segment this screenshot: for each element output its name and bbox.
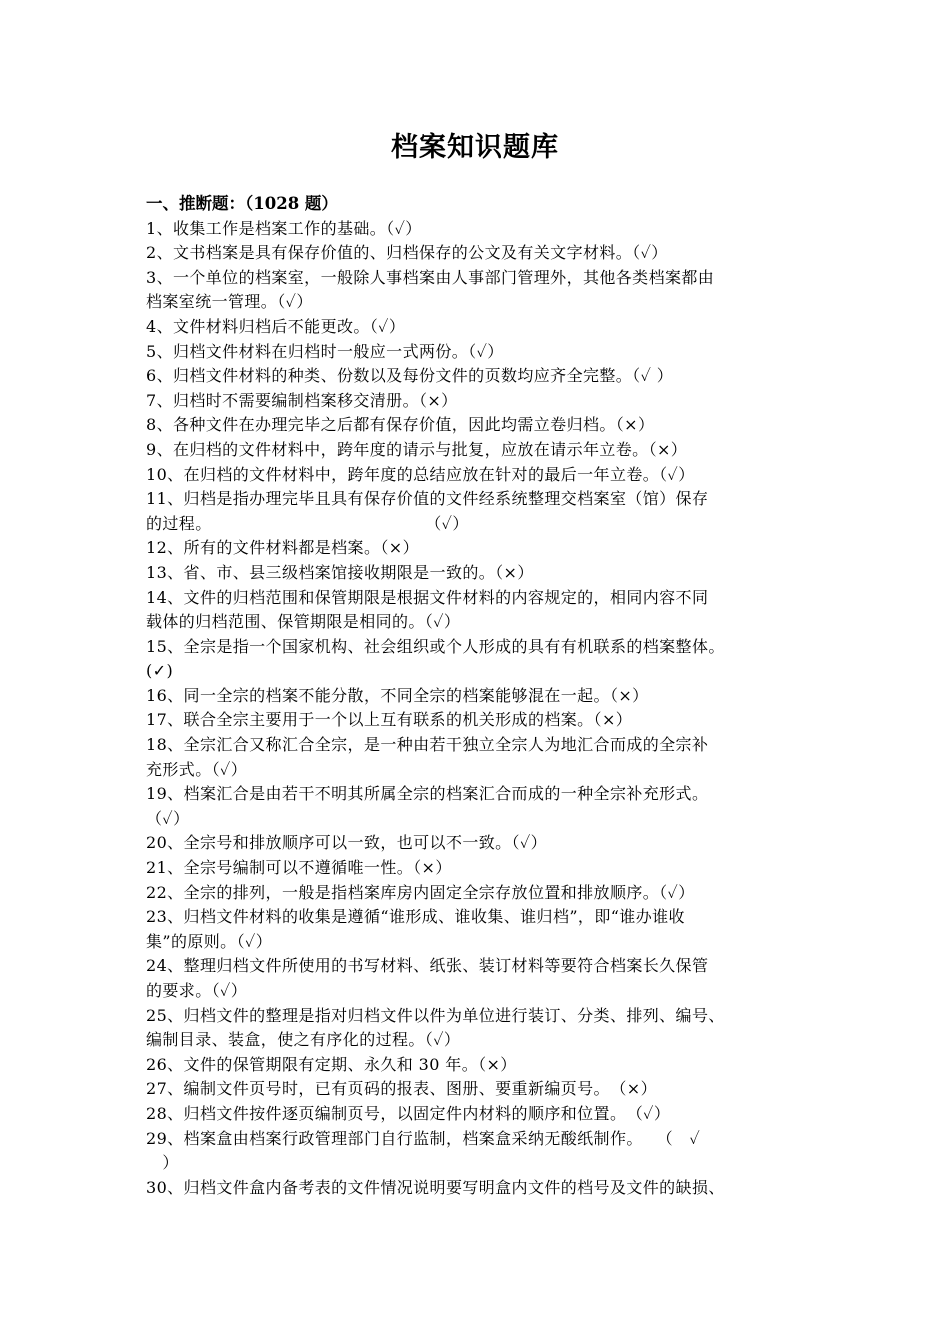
question-line: 11、归档是指办理完毕且具有保存价值的文件经系统整理交档案室（馆）保存 bbox=[146, 489, 709, 509]
question-line: 8、各种文件在办理完毕之后都有保存价值，因此均需立卷归档。（×） bbox=[146, 415, 655, 435]
question-list bbox=[146, 192, 826, 1200]
question-line: ） bbox=[146, 1153, 179, 1173]
question-line: 12、所有的文件材料都是档案。（×） bbox=[146, 538, 419, 558]
question-line: 24、整理归档文件所使用的书写材料、纸张、装订材料等要符合档案长久保管 bbox=[146, 956, 709, 976]
question-line: 5、归档文件材料在归档时一般应一式两份。（✓） bbox=[146, 341, 504, 361]
question-line: 19、档案汇合是由若干不明其所属全宗的档案汇合而成的一种全宗补充形式。 bbox=[146, 784, 709, 804]
question-line: 25、归档文件的整理是指对归档文件以件为单位进行装订、分类、排列、编号、 bbox=[146, 1005, 725, 1025]
question-line: 17、联合全宗主要用于一个以上互有联系的机关形成的档案。（×） bbox=[146, 710, 633, 730]
question-line: 28、归档文件按件逐页编制页号，以固定件内材料的顺序和位置。 （✓） bbox=[146, 1103, 671, 1123]
question-line: 7、归档时不需要编制档案移交清册。（×） bbox=[146, 390, 458, 410]
question-line: 档案室统一管理。（✓） bbox=[146, 292, 313, 312]
question-line: 18、全宗汇合又称汇合全宗，是一种由若干独立全宗人为地汇合而成的全宗补 bbox=[146, 735, 709, 755]
question-line: 22、全宗的排列，一般是指档案库房内固定全宗存放位置和排放顺序。（✓） bbox=[146, 882, 695, 902]
question-line: 2、文书档案是具有保存价值的、归档保存的公文及有关文字材料。（✓） bbox=[146, 243, 668, 263]
question-line: 3、一个单位的档案室，一般除人事档案由人事部门管理外，其他各类档案都由 bbox=[146, 267, 715, 287]
question-line: 15、全宗是指一个国家机构、社会组织或个人形成的具有有机联系的档案整体。 bbox=[146, 636, 725, 656]
question-line: 4、文件材料归档后不能更改。（✓） bbox=[146, 316, 406, 336]
question-line: (✓) bbox=[146, 661, 174, 681]
question-line: 充形式。（✓） bbox=[146, 759, 248, 779]
question-line: 1、收集工作是档案工作的基础。（✓） bbox=[146, 218, 422, 238]
question-line: 23、归档文件材料的收集是遵循“谁形成、谁收集、谁归档”，即“谁办谁收 bbox=[146, 907, 685, 927]
page-title: 档案知识题库 bbox=[391, 132, 559, 163]
question-line: 21、全宗号编制可以不遵循唯一性。（×） bbox=[146, 858, 452, 878]
question-line: 30、归档文件盒内备考表的文件情况说明要写明盒内文件的档号及文件的缺损、 bbox=[146, 1177, 725, 1197]
question-line: 13、省、市、县三级档案馆接收期限是一致的。（×） bbox=[146, 562, 534, 582]
question-line: 16、同一全宗的档案不能分散，不同全宗的档案能够混在一起。（×） bbox=[146, 685, 649, 705]
question-line: （✓） bbox=[146, 808, 190, 828]
question-line: 的过程。 （✓） bbox=[146, 513, 469, 533]
question-line: 10、在归档的文件材料中，跨年度的总结应放在针对的最后一年立卷。（✓） bbox=[146, 464, 695, 484]
question-line: 27、编制文件页号时，已有页码的报表、图册、要重新编页号。 （×） bbox=[146, 1079, 657, 1099]
question-line: 编制目录、装盒，使之有序化的过程。（✓） bbox=[146, 1030, 461, 1050]
question-line: 载体的归档范围、保管期限是相同的。（✓） bbox=[146, 612, 461, 632]
question-line: 20、全宗号和排放顺序可以一致，也可以不一致。（✓） bbox=[146, 833, 548, 853]
section-heading: 一、推断题：（1028 题） bbox=[146, 194, 338, 213]
question-line: 26、文件的保管期限有定期、永久和 30 年。（×） bbox=[146, 1054, 517, 1074]
question-line: 6、归档文件材料的种类、份数以及每份文件的页数均应齐全完整。（✓ ） bbox=[146, 366, 674, 386]
question-line: 的要求。（✓） bbox=[146, 981, 248, 1000]
question-line: 14、文件的归档范围和保管期限是根据文件材料的内容规定的，相同内容不同 bbox=[146, 587, 709, 607]
question-line: 集”的原则。（✓） bbox=[146, 931, 273, 951]
question-line: 29、档案盒由档案行政管理部门自行监制，档案盒采纳无酸纸制作。 （ ✓ bbox=[146, 1128, 701, 1148]
question-line: 9、在归档的文件材料中，跨年度的请示与批复，应放在请示年立卷。（×） bbox=[146, 439, 688, 459]
